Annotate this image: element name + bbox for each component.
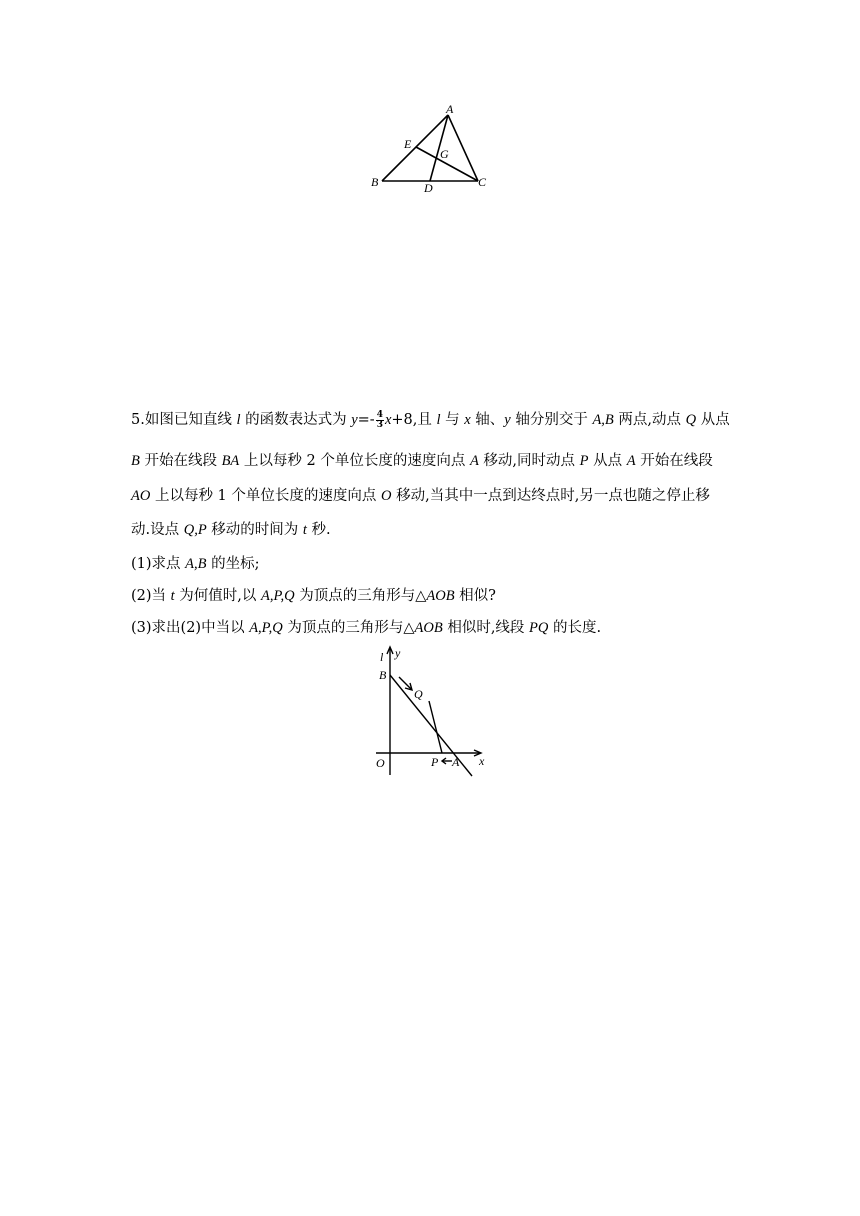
label-C: C [478,175,487,189]
label-B: B [371,175,379,189]
triangle-figure [360,100,500,195]
segment-CA [448,115,478,181]
coordinate-figure [368,643,493,778]
question-2: (2)当 t 为何值时,以 A,P,Q 为顶点的三角形与△AOB 相似? [131,588,496,604]
problem-line-1: 5.如图已知直线 l 的函数表达式为 y=- $\frac{4}{3}$ x+8,且 l 与 x 轴、y 轴分别交于 A,B 两点,动点 Q 从点 [131,409,730,430]
problem-line-2: B 开始在线段 BA 上以每秒 2 个单位长度的速度向点 A 移动,同时动点 P 从点 A 开始在线段 [131,453,713,469]
label-Q: Q [414,687,423,701]
label-l: l [380,650,384,664]
label-D: D [424,181,433,195]
label-G: G [440,147,449,161]
segment-AB [382,115,448,181]
label-x: x [479,754,485,768]
label-B: B [379,668,387,682]
triangle-diagram [360,100,500,195]
label-P: P [431,755,439,769]
problem-line-4: 动.设点 Q,P 移动的时间为 t 秒. [131,522,331,538]
problem-line-3: AO 上以每秒 1 个单位长度的速度向点 O 移动,当其中一点到达终点时,另一点也随之停止移 [131,488,710,504]
coordinate-diagram [368,643,493,778]
fraction: $\frac{4}{3}$ [376,409,383,430]
label-A: A [452,755,460,769]
segment-QP [429,701,442,753]
label-O: O [376,756,385,770]
question-1: (1)求点 A,B 的坐标; [131,556,260,572]
question-3: (3)求出(2)中当以 A,P,Q 为顶点的三角形与△AOB 相似时,线段 PQ 的长度. [131,620,602,636]
label-y: y [395,646,401,660]
label-E: E [404,137,412,151]
label-A: A [446,102,454,116]
